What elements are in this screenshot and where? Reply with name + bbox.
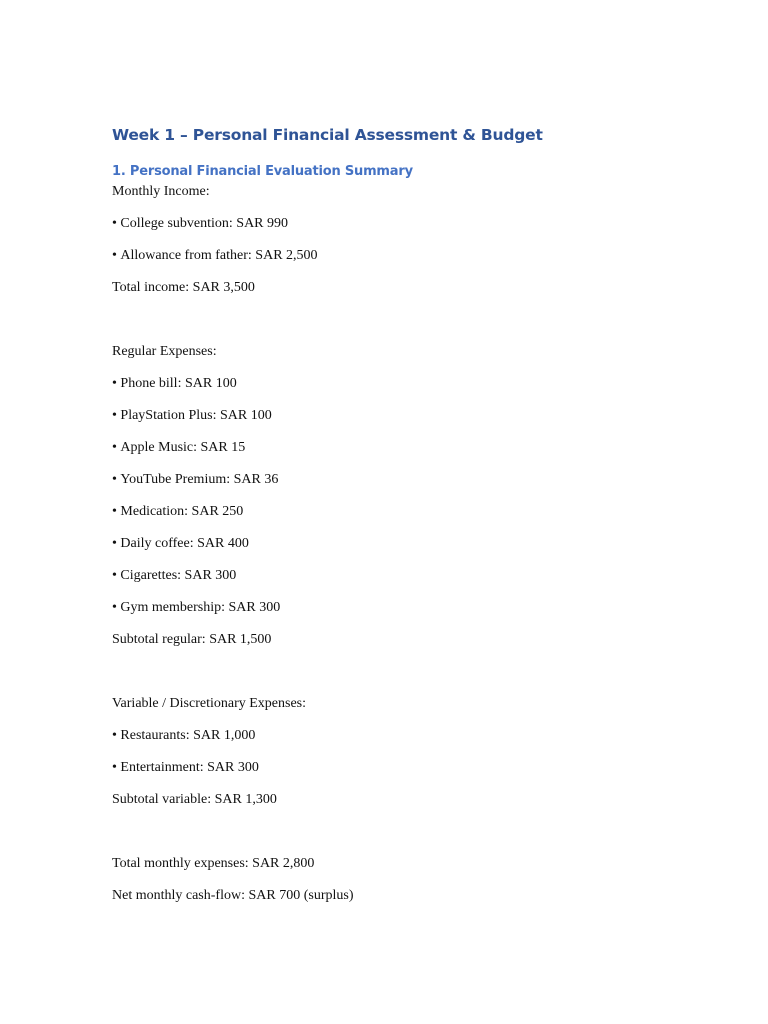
variable-expense-item: • Entertainment: SAR 300 bbox=[112, 759, 672, 777]
regular-expense-item: • Phone bill: SAR 100 bbox=[112, 375, 672, 393]
regular-expense-item: • Medication: SAR 250 bbox=[112, 503, 672, 521]
regular-expense-item: • Gym membership: SAR 300 bbox=[112, 599, 672, 617]
regular-subtotal: Subtotal regular: SAR 1,500 bbox=[112, 632, 272, 647]
total-monthly-expenses: Total monthly expenses: SAR 2,800 bbox=[112, 856, 315, 871]
document-body bbox=[112, 122, 672, 905]
income-total: Total income: SAR 3,500 bbox=[112, 280, 255, 295]
regular-expenses-label: Regular Expenses: bbox=[112, 344, 217, 359]
regular-expense-item: • YouTube Premium: SAR 36 bbox=[112, 471, 672, 489]
section-heading: 1. Personal Financial Evaluation Summary bbox=[112, 164, 413, 179]
variable-expense-item: • Restaurants: SAR 1,000 bbox=[112, 727, 672, 745]
income-item: • College subvention: SAR 990 bbox=[112, 215, 672, 233]
regular-expense-item: • Cigarettes: SAR 300 bbox=[112, 567, 672, 585]
income-item: • Allowance from father: SAR 2,500 bbox=[112, 247, 672, 265]
regular-expense-item: • Daily coffee: SAR 400 bbox=[112, 535, 672, 553]
variable-expenses-label: Variable / Discretionary Expenses: bbox=[112, 696, 306, 711]
regular-expense-item: • PlayStation Plus: SAR 100 bbox=[112, 407, 672, 425]
regular-expense-item: • Apple Music: SAR 15 bbox=[112, 439, 672, 457]
net-monthly-cash-flow: Net monthly cash-flow: SAR 700 (surplus) bbox=[112, 888, 354, 903]
income-label: Monthly Income: bbox=[112, 184, 210, 199]
document-title: Week 1 – Personal Financial Assessment & Budget bbox=[112, 126, 543, 144]
variable-subtotal: Subtotal variable: SAR 1,300 bbox=[112, 792, 277, 807]
